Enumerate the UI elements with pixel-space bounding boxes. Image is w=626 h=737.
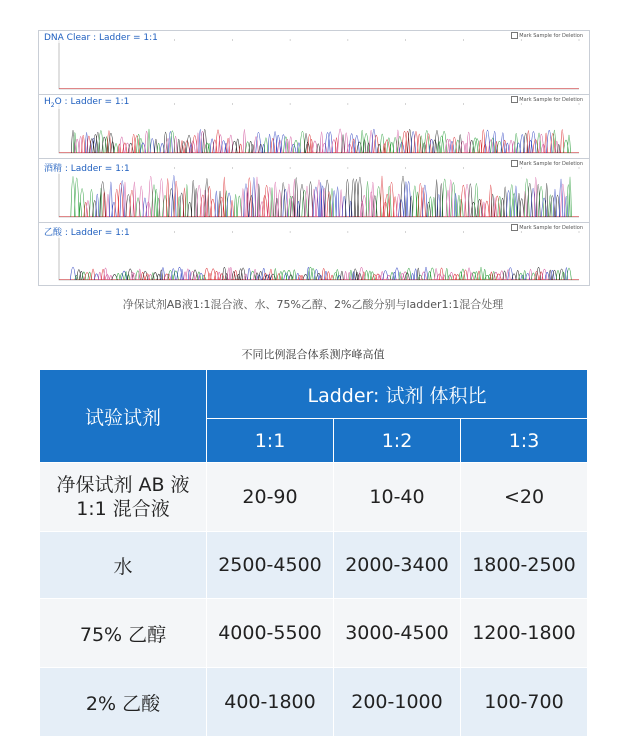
header-ratio-1-2: 1:2	[334, 419, 461, 463]
trace-peak	[350, 270, 353, 280]
cell: 1200-1800	[461, 599, 588, 668]
panel-alcohol	[39, 159, 589, 223]
trace-peak	[157, 143, 160, 153]
panel-dna-clear	[39, 31, 589, 95]
trace-peak	[177, 139, 180, 153]
cell: 200-1000	[334, 668, 461, 737]
panel-title: 乙酸 : Ladder = 1:1	[44, 225, 130, 238]
trace-peak	[536, 184, 540, 217]
trace-peak	[333, 273, 338, 280]
trace-peak	[342, 135, 345, 153]
trace-peak	[133, 182, 136, 217]
trace-peak	[270, 274, 275, 280]
trace-peak	[528, 140, 532, 153]
trace-peak	[435, 179, 437, 217]
table-title: 不同比例混合体系测序峰高值	[241, 348, 385, 361]
trace-peak	[567, 135, 570, 153]
row-label: 水	[40, 532, 207, 599]
cell: 2500-4500	[207, 532, 334, 599]
table-row	[40, 668, 588, 737]
trace-peak	[293, 270, 296, 280]
trace-peak	[432, 197, 435, 217]
mark-deletion-option[interactable]: Mark Sample for Deletion	[511, 224, 583, 231]
trace-peak	[268, 134, 271, 153]
trace-peak	[161, 268, 165, 280]
trace-peak	[207, 186, 212, 217]
cell: 20-90	[207, 463, 334, 532]
trace-peak	[524, 179, 529, 217]
trace-peak	[128, 269, 133, 280]
cell: 2000-3400	[334, 532, 461, 599]
trace-peak	[418, 183, 423, 217]
figure-caption: 净保试剂AB液1:1混合液、水、75%乙醇、2%乙酸分别与ladder1:1混合处理	[122, 298, 504, 311]
row-label: 2% 乙酸	[40, 668, 207, 737]
trace-peak	[336, 187, 339, 217]
trace-peak	[289, 137, 292, 153]
mark-deletion-option[interactable]: Mark Sample for Deletion	[511, 96, 583, 103]
trace-peak	[482, 130, 486, 153]
trace-peak	[271, 138, 275, 153]
trace-peak	[485, 130, 490, 153]
trace-peak	[229, 267, 232, 280]
trace-peak	[561, 130, 564, 153]
axis	[59, 233, 579, 280]
panel-title: DNA Clear : Ladder = 1:1	[44, 33, 158, 43]
trace-peak	[411, 273, 413, 280]
cell: 3000-4500	[334, 599, 461, 668]
trace-peak	[106, 194, 109, 217]
trace-peak	[192, 180, 195, 217]
trace-peak	[325, 133, 330, 153]
trace-peak	[506, 143, 509, 153]
trace-peak	[193, 270, 198, 280]
trace-peak	[215, 191, 218, 217]
panel-h2o	[39, 95, 589, 159]
header-ratio-1-1: 1:1	[207, 419, 334, 463]
trace-peak	[114, 143, 118, 153]
trace-peak	[183, 188, 186, 217]
trace-peak	[70, 267, 75, 280]
trace-peak	[169, 189, 175, 217]
trace-peak	[91, 269, 94, 280]
cell: 4000-5500	[207, 599, 334, 668]
trace-peak	[222, 267, 226, 280]
table-row	[40, 532, 588, 599]
trace-peak	[237, 196, 241, 217]
trace-peak	[468, 184, 473, 217]
trace-peak	[461, 269, 465, 280]
trace-peak	[150, 139, 154, 153]
trace-peak	[119, 137, 124, 153]
mark-deletion-option[interactable]: Mark Sample for Deletion	[511, 32, 583, 39]
cell: 400-1800	[207, 668, 334, 737]
trace-peak	[154, 139, 157, 153]
trace-peak	[71, 130, 74, 153]
trace-peak	[344, 271, 346, 280]
trace-peak	[483, 269, 486, 280]
trace-peak	[406, 268, 411, 280]
panel-title: 酒精 : Ladder = 1:1	[44, 161, 130, 174]
cell: 1800-2500	[461, 532, 588, 599]
row-label: 75% 乙醇	[40, 599, 207, 668]
electropherogram-figure	[38, 30, 590, 286]
mark-deletion-option[interactable]: Mark Sample for Deletion	[511, 160, 583, 167]
header-ratio-group: Ladder: 试剂 体积比	[207, 370, 588, 419]
trace-peak	[503, 271, 506, 280]
cell: <20	[461, 463, 588, 532]
trace-peak	[330, 188, 334, 217]
trace-peak	[200, 131, 205, 153]
trace-peak	[414, 269, 417, 280]
trace-peak	[406, 182, 411, 217]
trace-peak	[445, 268, 448, 280]
trace-peak	[100, 182, 105, 217]
row-label: 净保试剂 AB 液 1:1 混合液	[40, 463, 207, 532]
panel-acetic-acid	[39, 223, 589, 286]
trace-peak	[471, 202, 476, 217]
cell: 10-40	[334, 463, 461, 532]
trace-peak	[234, 194, 236, 217]
trace-peak	[553, 189, 556, 217]
trace-peak	[98, 131, 103, 153]
axis	[59, 41, 579, 89]
trace-peak	[527, 131, 530, 153]
cell: 100-700	[461, 668, 588, 737]
trace-peak	[430, 268, 435, 280]
trace-peak	[174, 136, 177, 153]
header-ratio-1-3: 1:3	[461, 419, 588, 463]
trace-peak	[121, 271, 126, 280]
trace-peak	[177, 267, 182, 280]
trace-peak	[243, 129, 246, 153]
table-row	[40, 599, 588, 668]
table-row	[40, 463, 588, 532]
trace-peak	[567, 185, 571, 217]
trace-peak	[395, 268, 400, 280]
panel-title: $H_2O$ : Ladder = 1:1	[44, 97, 130, 109]
peak-height-table	[39, 369, 588, 724]
trace-peak	[148, 129, 151, 153]
trace-peak	[474, 184, 478, 217]
trace-peak	[256, 132, 261, 153]
trace-peak	[77, 270, 81, 280]
trace-peak	[96, 194, 99, 217]
header-reagent: 试验试剂	[40, 370, 207, 463]
trace-peak	[308, 182, 312, 217]
